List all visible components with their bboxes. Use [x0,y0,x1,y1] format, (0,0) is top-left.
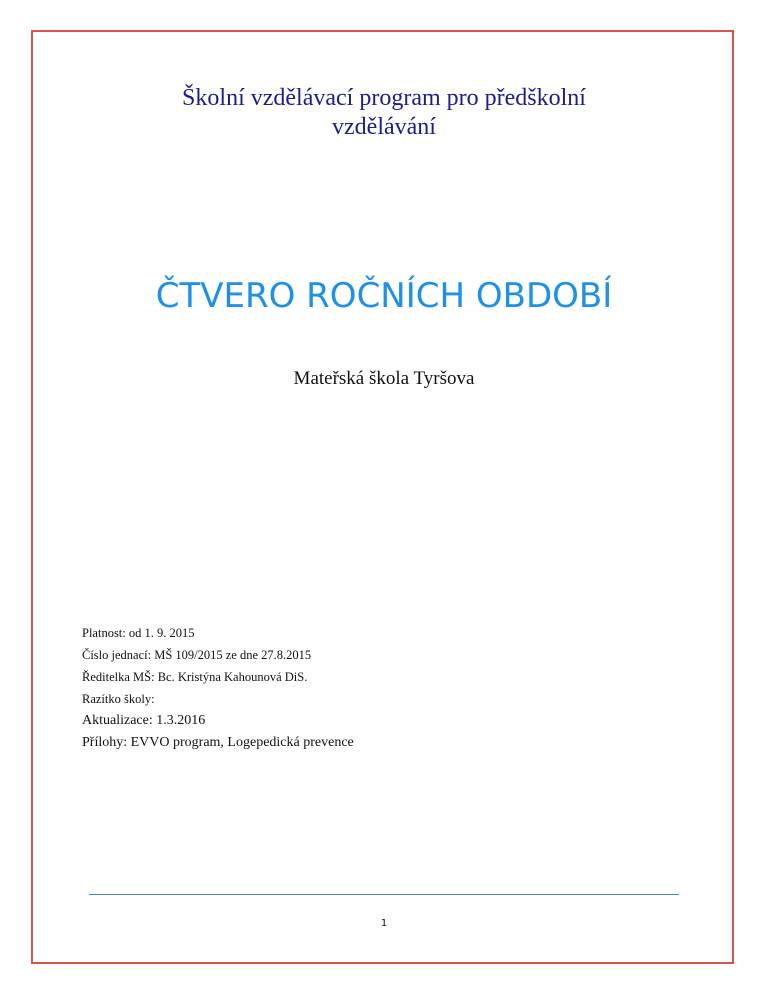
page-border [31,30,734,964]
meta-director: Ředitelka MŠ: Bc. Kristýna Kahounová DiS. [82,670,308,684]
document-metadata [82,626,354,751]
meta-attachments: Přílohy: EVVO program, Logepedická prevence [82,735,354,750]
page-number: 1 [380,918,388,929]
meta-school-stamp: Razítko školy: [82,692,155,706]
meta-reference-number: Číslo jednací: MŠ 109/2015 ze dne 27.8.2015 [82,648,312,662]
footer-rule [89,894,679,895]
meta-update: Aktualizace: 1.3.2016 [82,713,206,728]
heading-line-1: Školní vzdělávací program pro předškolní [182,85,586,111]
heading-line-2: vzdělávání [332,114,436,140]
main-title: ČTVERO ROČNÍCH OBDOBÍ [155,276,613,316]
school-name: Mateřská škola Tyršova [293,368,475,389]
meta-validity: Platnost: od 1. 9. 2015 [82,626,195,640]
document-heading [0,84,768,142]
